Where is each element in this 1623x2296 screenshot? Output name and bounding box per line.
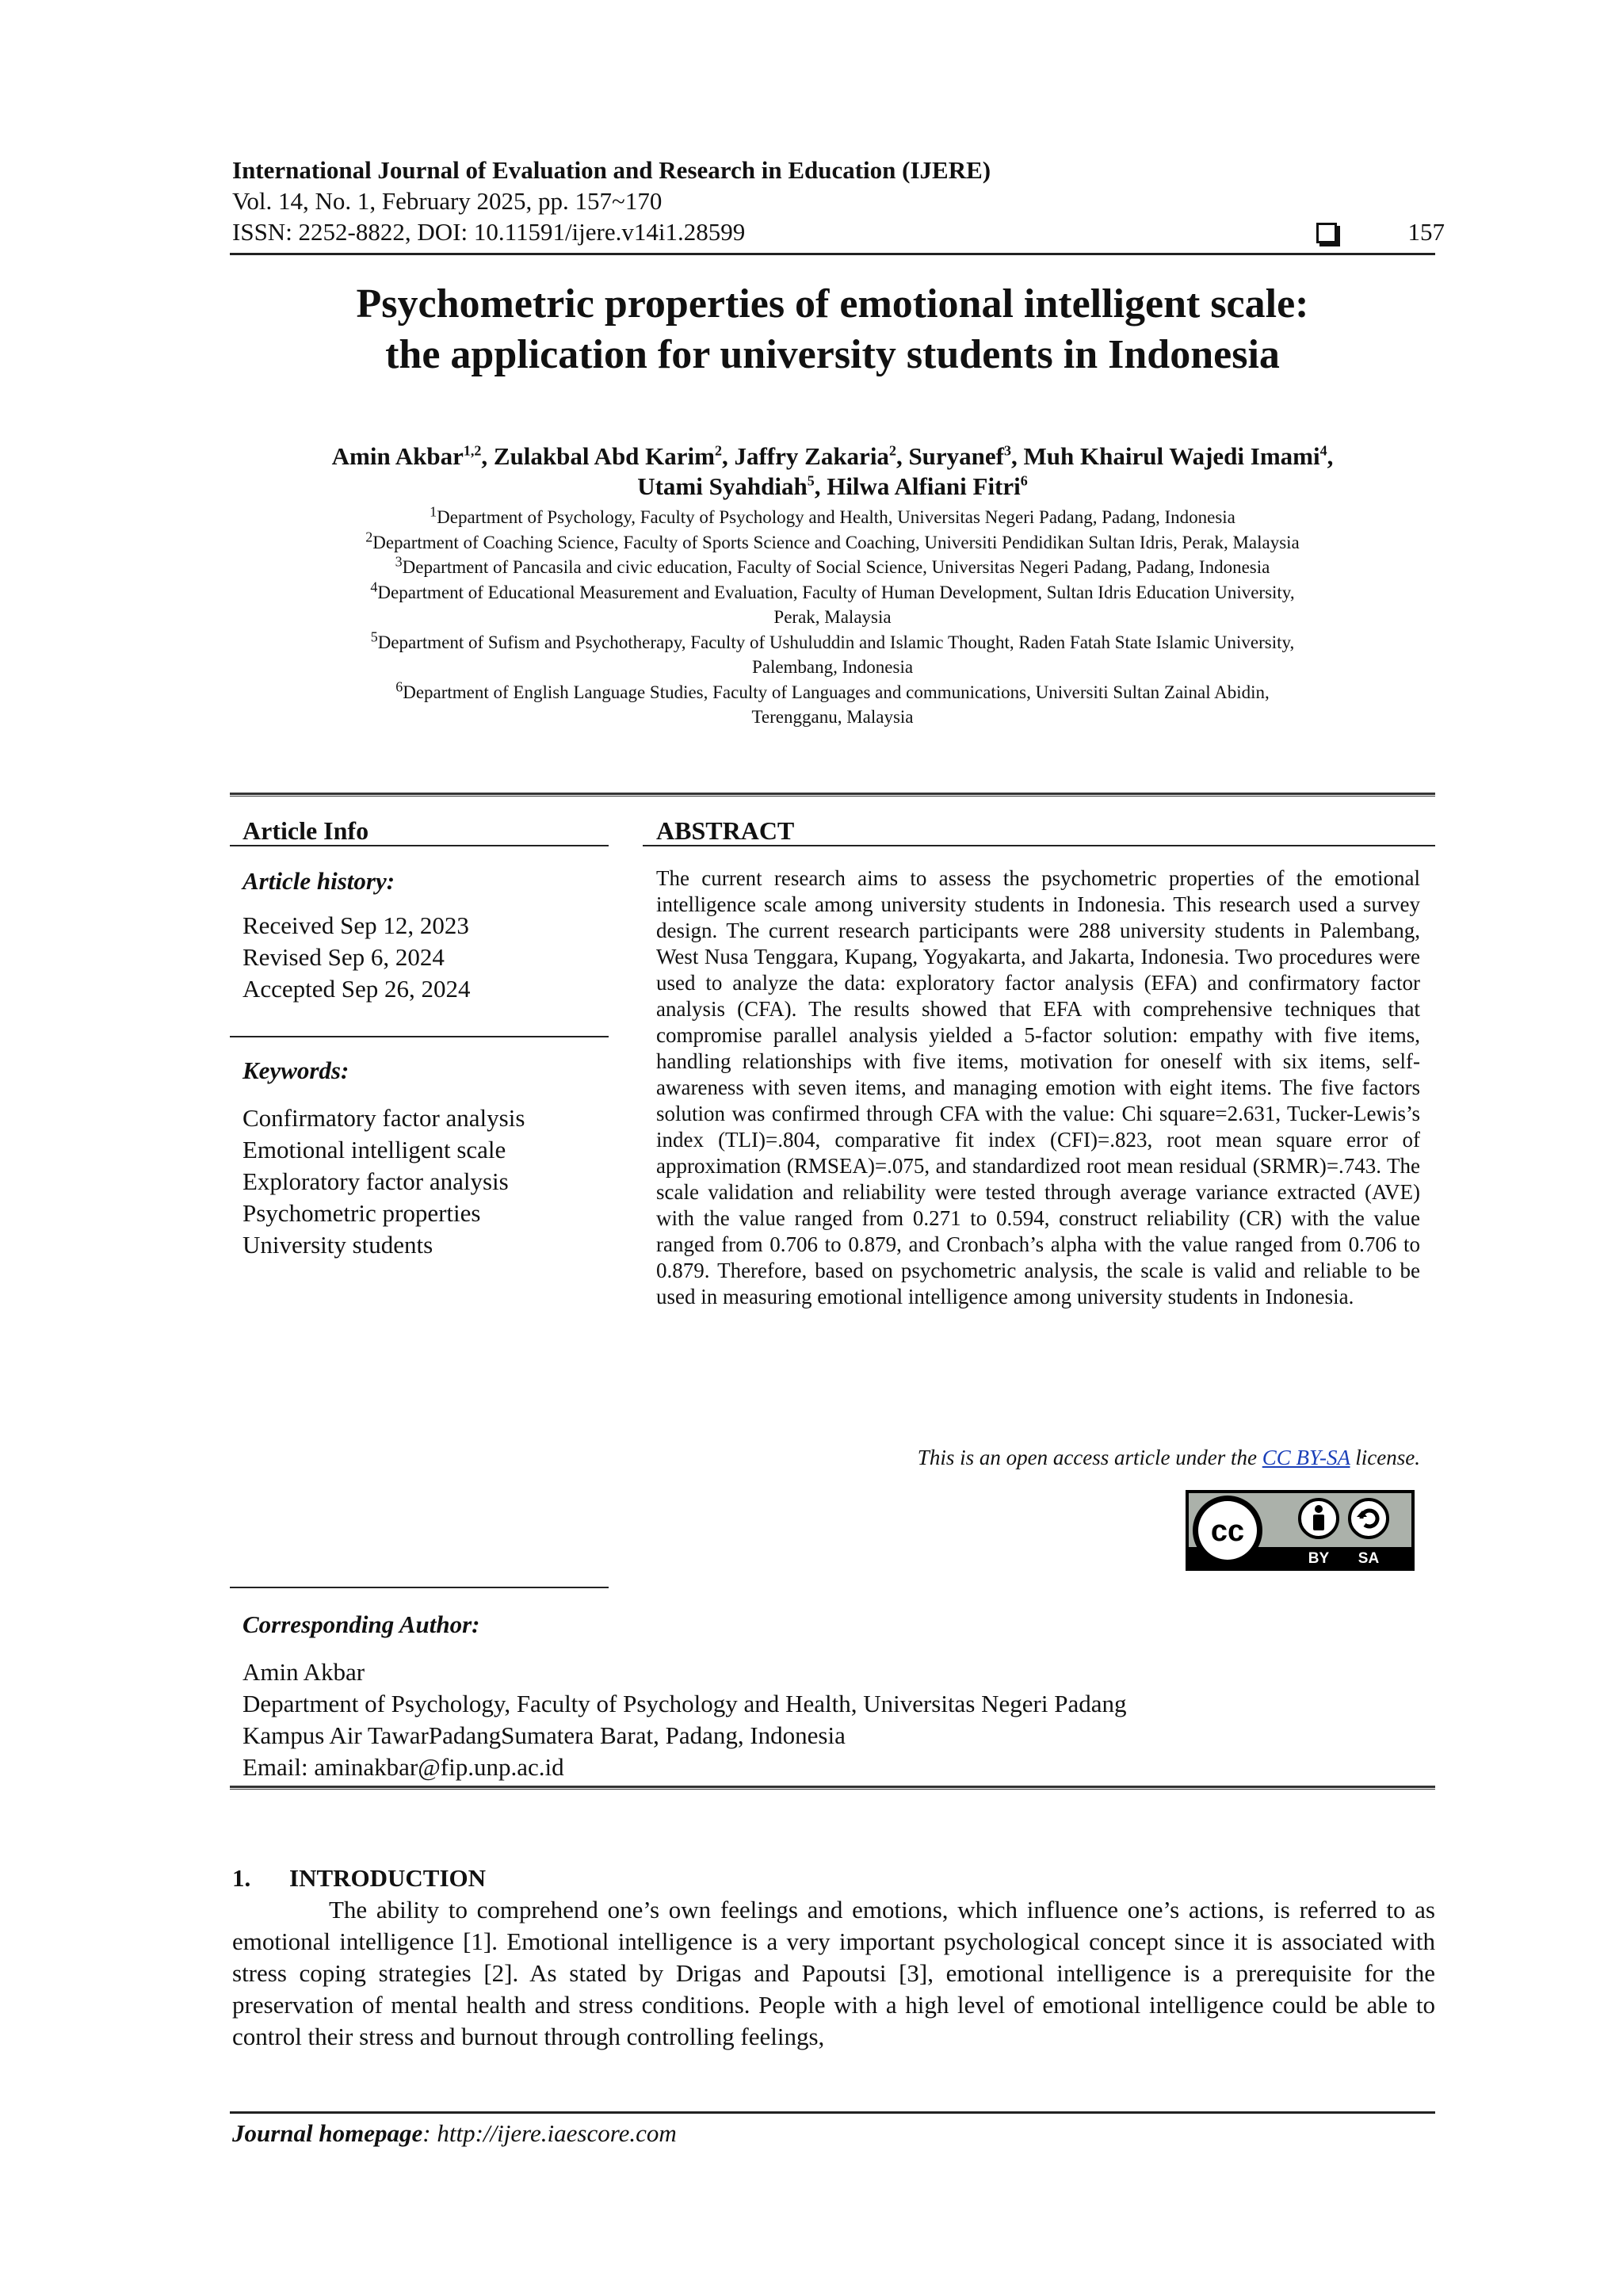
license-suffix: license.: [1350, 1446, 1420, 1469]
affiliation-marker: 3: [395, 553, 403, 570]
affiliation-marker: 2: [365, 528, 373, 544]
author-separator: ,: [814, 472, 827, 500]
author-affiliation-marker: 4: [1319, 442, 1327, 459]
badge-sa-label: SA: [1358, 1550, 1380, 1567]
author-line-1: [230, 441, 1435, 472]
section-title: INTRODUCTION: [289, 1864, 487, 1892]
share-alike-icon: [1350, 1499, 1388, 1538]
affiliation-text: Department of Coaching Science, Faculty of Sports Science and Coaching, Universiti Pendidikan Sultan Idris, Perak, Malaysia: [372, 532, 1300, 552]
affiliation-text: Department of Sufism and Psychotherapy, Faculty of Ushuluddin and Islamic Thought, Raden Fatah State Islamic University,: [377, 632, 1295, 652]
affiliation-5-continued: Palembang, Indonesia: [751, 657, 914, 677]
author-separator: ,: [1327, 442, 1334, 470]
article-info-heading: Article Info: [242, 816, 369, 845]
badge-by-label: BY: [1308, 1550, 1330, 1567]
keyword: Psychometric properties: [242, 1199, 481, 1227]
section-number: 1.: [232, 1864, 251, 1892]
corresponding-rule: [230, 1587, 609, 1588]
attribution-head: [1315, 1505, 1323, 1513]
affiliation-text: Department of Pancasila and civic education, Faculty of Social Science, Universitas Negeri Padang, Padang, Indonesia: [402, 557, 1270, 577]
cc-logo-text: cc: [1210, 1515, 1245, 1548]
author-affiliation-marker: 2: [714, 442, 722, 459]
author-separator: ,: [481, 442, 494, 470]
affiliation-marker: 5: [370, 628, 378, 644]
keywords-heading: Keywords:: [242, 1056, 349, 1084]
affiliation-6: [230, 680, 1435, 705]
author-separator: ,: [896, 442, 909, 470]
author-name: Amin Akbar: [331, 442, 464, 470]
journal-homepage[interactable]: [232, 2119, 677, 2148]
abstract-rule: [643, 845, 1435, 846]
info-box-top-rule: [230, 793, 1435, 797]
keyword: Emotional intelligent scale: [242, 1136, 506, 1163]
license-prefix: This is an open access article under the: [917, 1446, 1262, 1469]
affiliation-2: [230, 530, 1435, 556]
history-rule: [230, 1036, 609, 1037]
affiliation-1: [230, 505, 1435, 530]
homepage-label: Journal homepage: [232, 2119, 423, 2147]
license-statement: [656, 1446, 1420, 1470]
affiliation-text: Department of Psychology, Faculty of Psychology and Health, Universitas Negeri Padang, Padang, Indonesia: [437, 507, 1235, 527]
affiliation-4-continued: Perak, Malaysia: [773, 607, 892, 627]
corresponding-author-heading: Corresponding Author:: [242, 1610, 480, 1638]
affiliation-marker: 1: [430, 503, 437, 520]
affiliation-marker: 6: [395, 678, 403, 694]
keyword-list: [242, 1102, 525, 1261]
introduction-paragraph: The ability to comprehend one’s own feelings and emotions, which influence one’s actions, is referred to as emotional intelligence [1]. Emotional intelligence is a very important psychological concept since it is associated with stress coping strategies [2]. As stated by Drigas and Papoutsi [3], emotional intelligence is a prerequisite for the preservation of mental health and stress conditions. People with a high level of emotional intelligence could be able to control their stress and burnout through controlling feelings,: [232, 1896, 1435, 2050]
affiliation-list: [230, 505, 1435, 730]
author-name: Hilwa Alfiani Fitri: [827, 472, 1021, 500]
author-line-2: [230, 472, 1435, 502]
abstract-heading: ABSTRACT: [656, 816, 795, 845]
affiliation-6-continued: Terengganu, Malaysia: [751, 707, 914, 727]
title-line-2: the application for university students in Indonesia: [385, 332, 1280, 377]
keyword: University students: [242, 1231, 433, 1259]
journal-volume: Vol. 14, No. 1, February 2025, pp. 157~170: [232, 187, 663, 215]
author-name: Zulakbal Abd Karim: [493, 442, 715, 470]
history-accepted: Accepted Sep 26, 2024: [242, 975, 471, 1003]
affiliation-3: [230, 555, 1435, 580]
article-history-heading: Article history:: [242, 867, 395, 895]
corresponding-address: Kampus Air TawarPadangSumatera Barat, Padang, Indonesia: [242, 1721, 846, 1749]
title-line-1: Psychometric properties of emotional intelligent scale:: [356, 281, 1309, 327]
header-rule: [230, 253, 1435, 255]
footer-rule: [230, 2111, 1435, 2114]
author-list: [230, 441, 1435, 502]
author-name: Suryanef: [908, 442, 1005, 470]
page-number: 157: [1407, 218, 1445, 246]
keyword: Exploratory factor analysis: [242, 1167, 509, 1195]
corresponding-author-block: [242, 1656, 1127, 1783]
corresponding-name: Amin Akbar: [242, 1658, 365, 1686]
attribution-body: [1313, 1515, 1324, 1530]
author-affiliation-marker: 5: [807, 472, 815, 489]
affiliation-text: Department of English Language Studies, Faculty of Languages and communications, Universiti Sultan Zainal Abidin,: [403, 682, 1270, 702]
author-separator: ,: [1011, 442, 1024, 470]
author-separator: ,: [721, 442, 735, 470]
author-name: Utami Syahdiah: [637, 472, 808, 500]
keyword: Confirmatory factor analysis: [242, 1104, 525, 1132]
author-affiliation-marker: 2: [888, 442, 896, 459]
author-name: Muh Khairul Wajedi Imami: [1023, 442, 1320, 470]
affiliation-4: [230, 580, 1435, 606]
homepage-url[interactable]: : http://ijere.iaescore.com: [422, 2119, 677, 2147]
corresponding-department: Department of Psychology, Faculty of Psychology and Health, Universitas Negeri Padang: [242, 1690, 1127, 1717]
article-info-rule: [230, 845, 609, 846]
abstract-text: The current research aims to assess the psychometric properties of the emotional intelligence scale among university students in Indonesia. This research used a survey design. The current research participants were 288 university students in Palembang, West Nusa Tenggara, Kupang, Yogyakarta, and Jakarta, Indonesia. Two procedures were used to analyze the data: exploratory factor analysis (EFA) and confirmatory factor analysis (CFA). The results showed that EFA with comprehensive techniques that compromise parallel analysis yielded a 5-factor solution: empathy with five items, handling relationships with five items, motivation for oneself with six items, self-awareness with seven items, and managing emotion with eight items. The five factors solution was confirmed through CFA with the value: Chi square=2.631, Tucker-Lewis’s index (TLI)=.804, comparative fit index (CFI)=.823, root mean square error of approximation (RMSEA)=.075, and standardized root mean residual (SRMR)=.743. The scale validation and reliability were tested through average variance extracted (AVE) with the value ranged from 0.271 to 0.594, construct reliability (CR) with the value ranged from 0.706 to 0.879, and Cronbach’s alpha with the value ranged from 0.706 to 0.879. Therefore, based on psychometric analysis, the scale is valid and reliable to be used in measuring emotional intelligence among university students in Indonesia.: [656, 866, 1420, 1308]
author-affiliation-marker: 3: [1004, 442, 1012, 459]
affiliation-text: Department of Educational Measurement and Evaluation, Faculty of Human Development, Sultan Idris Education University,: [377, 582, 1295, 602]
author-affiliation-marker: 6: [1020, 472, 1028, 489]
affiliation-5: [230, 630, 1435, 655]
journal-issn-doi: ISSN: 2252-8822, DOI: 10.11591/ijere.v14i1.28599: [232, 218, 746, 246]
paper-title: [230, 279, 1435, 380]
info-box-bottom-rule: [230, 1786, 1435, 1790]
article-history: [242, 910, 471, 1005]
journal-name: International Journal of Evaluation and Research in Education (IJERE): [232, 156, 991, 184]
affiliation-marker: 4: [370, 578, 378, 594]
cc-by-sa-link[interactable]: CC BY-SA: [1262, 1446, 1350, 1469]
section-heading-introduction: [232, 1864, 486, 1893]
checkbox-square-icon: [1316, 223, 1337, 243]
history-received: Received Sep 12, 2023: [242, 911, 469, 939]
author-affiliation-marker: 1,2: [463, 442, 482, 459]
author-name: Jaffry Zakaria: [734, 442, 889, 470]
corresponding-email[interactable]: Email: aminakbar@fip.unp.ac.id: [242, 1753, 564, 1781]
cc-by-sa-license-badge[interactable]: [1186, 1490, 1415, 1571]
history-revised: Revised Sep 6, 2024: [242, 943, 445, 971]
